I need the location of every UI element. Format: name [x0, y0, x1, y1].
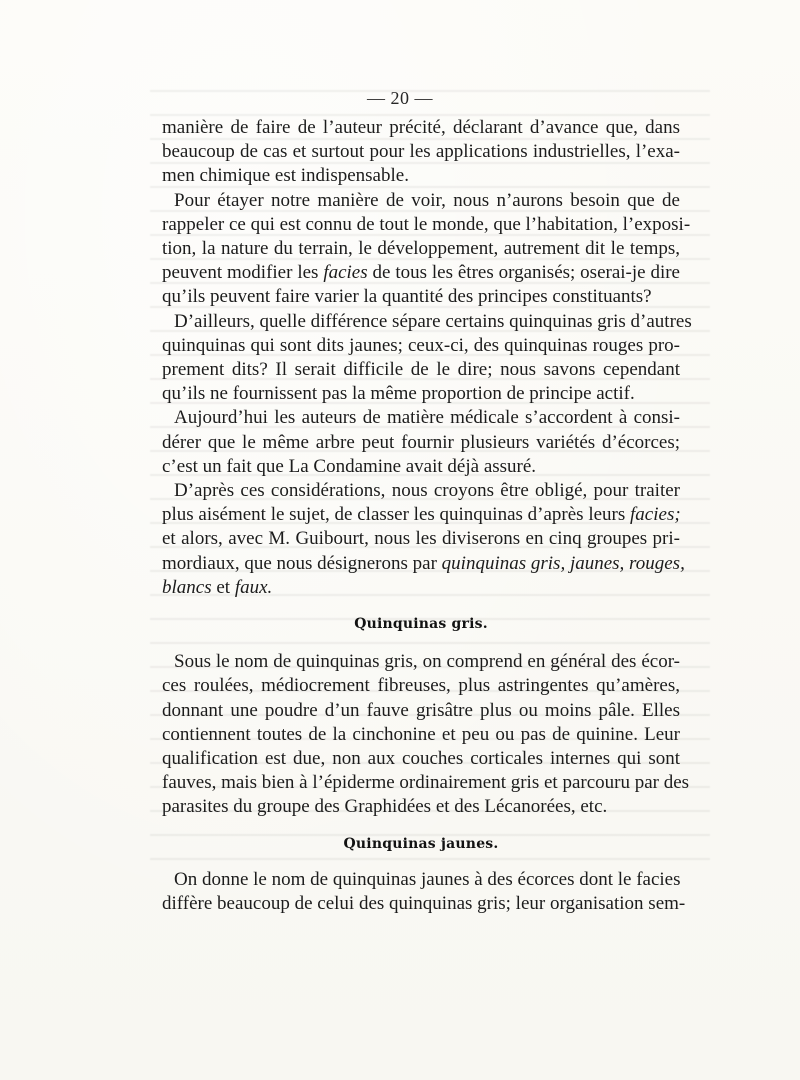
body-text — [162, 116, 692, 916]
page-number: — 20 — — [367, 88, 433, 108]
text-line: On donne le nom de quinquinas jaunes à des écorces dont le facies — [174, 868, 681, 890]
text-line: prement dits? Il serait difficile de le dire; nous savons cependant — [162, 359, 680, 381]
text-line: et alors, avec M. Guibourt, nous les diviserons en cinq groupes pri- — [162, 528, 680, 550]
text-line — [162, 503, 680, 527]
text-fragment: de tous les êtres organisés; oserai-je dire — [367, 262, 680, 284]
text-line: Sous le nom de quinquinas gris, on comprend en général des écor- — [174, 651, 680, 673]
text-line: diffère beaucoup de celui des quinquinas gris; leur organisation sem- — [162, 893, 686, 915]
italic-term: faux. — [234, 576, 273, 598]
paragraph-5 — [162, 479, 685, 600]
paragraph-6 — [162, 650, 690, 819]
text-line: quinquinas qui sont dits jaunes; ceux-ci, des quinquinas rouges pro- — [162, 334, 680, 356]
text-line — [162, 576, 680, 600]
text-fragment: mordiaux, que nous désignerons par — [162, 552, 442, 574]
paragraph-2 — [162, 189, 691, 310]
text-line: contiennent toutes de la cinchonine et peu ou pas de quinine. Leur — [162, 723, 680, 745]
text-line: qu’ils peuvent faire varier la quantité des principes constituants? — [162, 286, 652, 308]
italic-term: quinquinas gris, jaunes, rouges, — [441, 552, 685, 574]
paragraph-4 — [162, 406, 680, 479]
text-line: D’après ces considérations, nous croyons être obligé, pour traiter — [174, 480, 680, 502]
text-line: ces roulées, médiocrement fibreuses, plus astringentes qu’amères, — [162, 675, 680, 697]
text-line: Pour étayer notre manière de voir, nous n’aurons besoin que de — [174, 189, 680, 211]
text-line — [162, 552, 685, 576]
italic-term: facies; — [630, 504, 681, 526]
text-line — [162, 261, 680, 285]
text-line: men chimique est indispensable. — [162, 165, 409, 187]
text-line: D’ailleurs, quelle différence sépare certains quinquinas gris d’autres — [174, 310, 692, 332]
text-line: rappeler ce qui est connu de tout le monde, que l’habitation, l’exposi- — [162, 213, 691, 235]
italic-term: facies — [323, 262, 368, 284]
section-heading-jaunes: Quinquinas jaunes. — [343, 835, 499, 852]
text-line: tion, la nature du terrain, le développement, autrement dit le temps, — [162, 238, 680, 260]
text-fragment: peuvent modifier les — [162, 262, 324, 284]
text-line: fauves, mais bien à l’épiderme ordinairement gris et parcouru par des — [162, 772, 690, 794]
text-line: c’est un fait que La Condamine avait déjà assuré. — [162, 455, 537, 477]
paragraph-3 — [162, 310, 692, 407]
text-line: parasites du groupe des Graphidées et des Lécanorées, etc. — [162, 796, 608, 818]
text-line: donnant une poudre d’un fauve grisâtre plus ou moins pâle. Elles — [162, 699, 680, 721]
text-line: dérer que le même arbre peut fournir plusieurs variétés d’écorces; — [162, 431, 680, 453]
text-line: qu’ils ne fournissent pas la même proportion de principe actif. — [162, 383, 635, 405]
paragraph-7 — [162, 868, 686, 916]
text-fragment: plus aisément le sujet, de classer les quinquinas d’après leurs — [162, 504, 631, 526]
text-line: manière de faire de l’auteur précité, déclarant d’avance que, dans — [162, 117, 680, 138]
section-heading-gris: Quinquinas gris. — [354, 616, 488, 633]
text-fragment: et — [211, 576, 235, 598]
text-line: beaucoup de cas et surtout pour les applications industrielles, l’exa- — [162, 141, 680, 163]
italic-term: blancs — [162, 576, 212, 598]
text-line: qualification est due, non aux couches corticales internes qui sont — [162, 748, 680, 770]
paragraph-1 — [162, 116, 680, 189]
text-line: Aujourd’hui les auteurs de matière médicale s’accordent à consi- — [174, 407, 680, 429]
